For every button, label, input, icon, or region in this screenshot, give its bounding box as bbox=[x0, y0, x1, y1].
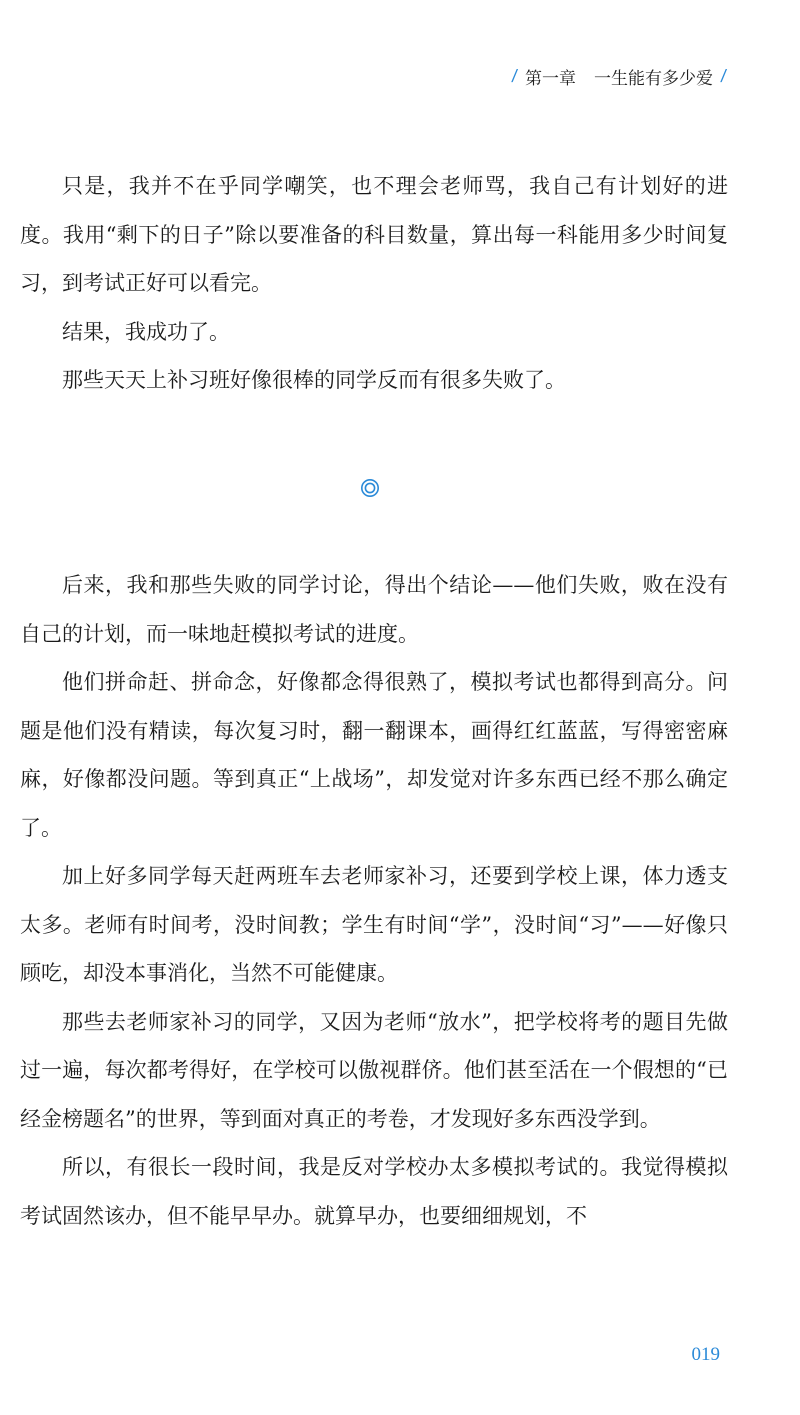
running-head bbox=[512, 64, 726, 89]
paragraph: 那些去老师家补习的同学，又因为老师“放水”，把学校将考的题目先做过一遍，每次都考得好，在学校可以傲视群侪。他们甚至活在一个假想的“已经金榜题名”的世界，等到面对真正的考卷，才发现好多东西没学到。 bbox=[20, 1009, 728, 1131]
text-block-after bbox=[20, 561, 728, 1240]
header-slash-left: / bbox=[510, 66, 519, 86]
text-block-before bbox=[20, 162, 728, 405]
chapter-title: 一生能有多少爱 bbox=[593, 69, 713, 89]
chapter-number: 第一章 bbox=[524, 69, 576, 89]
paragraph: 结果，我成功了。 bbox=[62, 319, 230, 344]
paragraph: 只是，我并不在乎同学嘲笑，也不理会老师骂，我自己有计划好的进度。我用“剩下的日子”除以要准备的科目数量，算出每一科能用多少时间复习，到考试正好可以看完。 bbox=[20, 174, 728, 295]
paragraph: 那些天天上补习班好像很棒的同学反而有很多失败了。 bbox=[62, 368, 566, 392]
double-circle-icon bbox=[359, 477, 381, 499]
paragraph: 后来，我和那些失败的同学讨论，得出个结论——他们失败，败在没有自己的计划，而一味地赶模拟考试的进度。 bbox=[20, 573, 728, 646]
section-divider bbox=[358, 476, 382, 500]
header-slash-right: / bbox=[719, 66, 728, 86]
page-number: 019 bbox=[691, 1344, 720, 1365]
paragraph: 所以，有很长一段时间，我是反对学校办太多模拟考试的。我觉得模拟考试固然该办，但不能早早办。就算早办，也要细细规划，不 bbox=[20, 1155, 728, 1228]
paragraph: 加上好多同学每天赶两班车去老师家补习，还要到学校上课，体力透支太多。老师有时间考，没时间教；学生有时间“学”，没时间“习”——好像只顾吃，却没本事消化，当然不可能健康。 bbox=[20, 864, 728, 985]
paragraph: 他们拼命赶、拼命念，好像都念得很熟了，模拟考试也都得到高分。问题是他们没有精读，每次复习时，翻一翻课本，画得红红蓝蓝，写得密密麻麻，好像都没问题。等到真正“上战场”，却发觉对许多东西已经不那么确定了。 bbox=[20, 670, 728, 840]
